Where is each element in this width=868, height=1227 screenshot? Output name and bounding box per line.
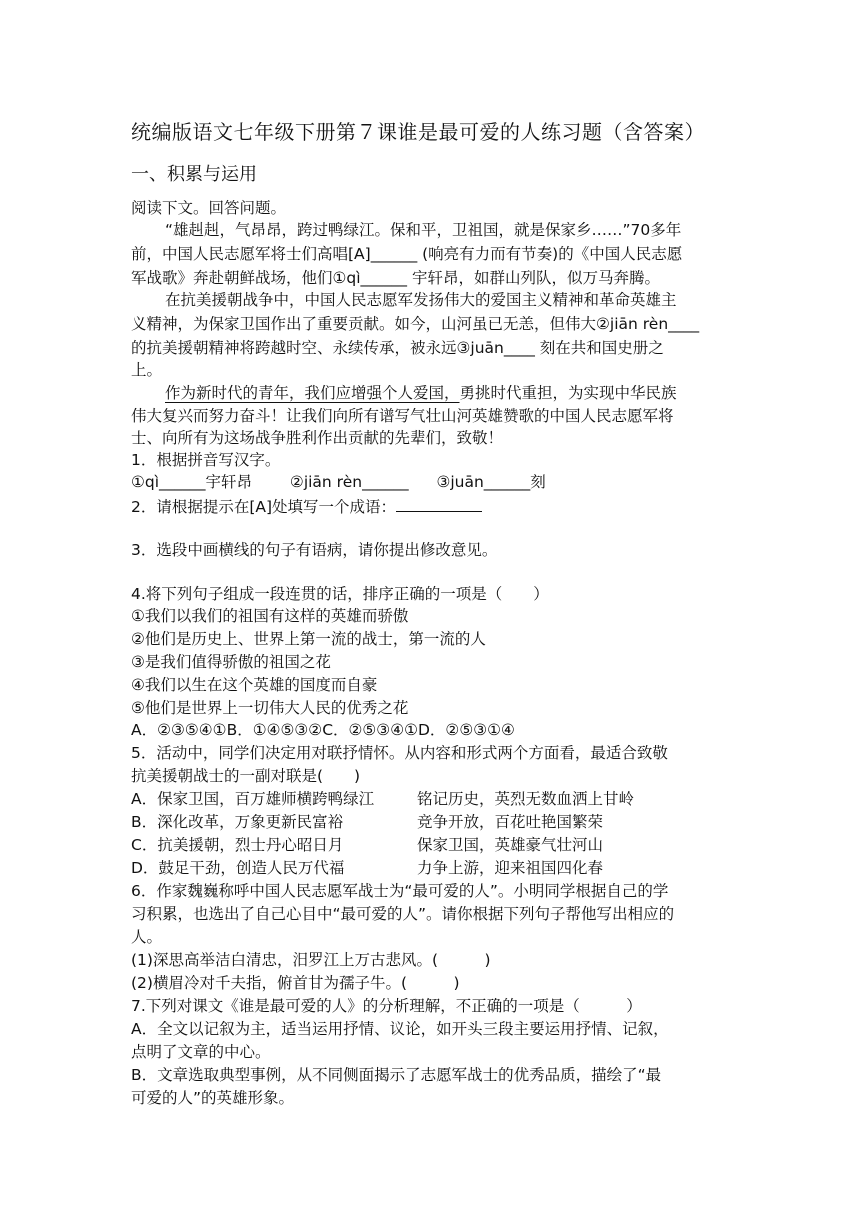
q5-option xyxy=(131,811,603,833)
underlined-sentence: 作为新时代的青年，我们应增强个人爱国， xyxy=(165,384,460,402)
question-2 xyxy=(131,495,482,518)
couplet-right: 力争上游，迎来祖国四化春 xyxy=(417,859,604,877)
q4-item: ①我们以我们的祖国有这样的英雄而骄傲 xyxy=(131,607,409,625)
question-6: 人。 xyxy=(131,928,163,946)
question-5: 抗美援朝战士的一副对联是( ) xyxy=(131,767,361,785)
q7-option: 可爱的人”的英雄形象。 xyxy=(131,1089,295,1107)
answer-blank xyxy=(396,495,482,512)
q6-item: (1)深思高举洁白清忠，汨罗江上万古悲风。( ) xyxy=(131,951,491,969)
passage-line: 的抗美援朝精神将跨越时空、永续传承，被永远③juān____ 刻在共和国史册之 xyxy=(131,339,664,357)
q1-item: ①qì______宇轩昂 xyxy=(131,473,253,491)
passage-line: “雄赳赳，气昂昂，跨过鸭绿江。保和平，卫祖国，就是保家乡……”70多年 xyxy=(165,221,682,239)
passage-line xyxy=(165,382,677,404)
q4-item: ④我们以生在这个英雄的国度而自豪 xyxy=(131,676,378,694)
q5-option xyxy=(131,834,603,856)
q4-options: A．②③⑤④①B．①④⑤③②C．②⑤③④①D．②⑤③①④ xyxy=(131,721,515,739)
couplet-right: 竞争开放，百花吐艳国繁荣 xyxy=(417,813,604,831)
q5-option xyxy=(131,857,603,879)
passage-text: 勇挑时代重担，为实现中华民族 xyxy=(459,384,677,402)
question-6: 6．作家魏巍称呼中国人民志愿军战士为“最可爱的人”。小明同学根据自己的学 xyxy=(131,882,669,900)
question-4: 4.将下列句子组成一段连贯的话，排序正确的一项是（ ） xyxy=(131,585,549,603)
couplet-right: 保家卫国，英雄豪气壮河山 xyxy=(417,836,604,854)
question-1: 1．根据拼音写汉字。 xyxy=(131,451,281,469)
question-7: 7.下列对课文《谁是最可爱的人》的分析理解，不正确的一项是（ ） xyxy=(131,997,642,1015)
q1-item: ②jiān rèn______ xyxy=(289,473,409,491)
q5-option xyxy=(131,788,634,810)
section-heading: 一、积累与运用 xyxy=(131,164,257,185)
question-2-text: 2．请根据提示在[A]处填写一个成语： xyxy=(131,498,397,516)
passage-line: 在抗美援朝战争中，中国人民志愿军发扬伟大的爱国主义精神和革命英雄主 xyxy=(165,291,677,309)
question-6: 习积累，也选出了自己心目中“最可爱的人”。请你根据下列句子帮他写出相应的 xyxy=(131,905,675,923)
q7-option: 点明了文章的中心。 xyxy=(131,1043,271,1061)
passage-line: 前，中国人民志愿军将士们高唱[A]______ (响亮有力而有节奏)的《中国人民志愿 xyxy=(131,245,683,263)
passage-line: 伟大复兴而努力奋斗！让我们向所有谱写气壮山河英雄赞歌的中国人民志愿军将 xyxy=(131,407,674,425)
passage-line: 士、向所有为这场战争胜利作出贡献的先辈们，致敬！ xyxy=(131,429,504,447)
passage-line: 义精神，为保家卫国作出了重要贡献。如今，山河虽已无恙，但伟大②jiān rèn____ xyxy=(131,315,700,333)
couplet-left: C．抗美援朝，烈士丹心昭日月 xyxy=(131,836,344,854)
couplet-left: A．保家卫国，百万雄师横跨鸭绿江 xyxy=(131,790,375,808)
q7-option: B．文章选取典型事例，从不同侧面揭示了志愿军战士的优秀品质，描绘了“最 xyxy=(131,1066,662,1084)
passage-line: 军战歌》奔赴朝鲜战场，他们①qì______ 宇轩昂，如群山列队，似万马奔腾。 xyxy=(131,269,660,287)
question-5: 5．活动中，同学们决定用对联抒情怀。从内容和形式两个方面看，最适合致敬 xyxy=(131,744,668,762)
q4-item: ⑤他们是世界上一切伟大人民的优秀之花 xyxy=(131,699,409,717)
passage-line: 上。 xyxy=(131,361,163,379)
q4-item: ②他们是历史上、世界上第一流的战士，第一流的人 xyxy=(131,630,486,648)
q6-item: (2)横眉冷对千夫指，俯首甘为孺子牛。( ) xyxy=(131,974,460,992)
q4-item: ③是我们值得骄傲的祖国之花 xyxy=(131,653,331,671)
couplet-left: B．深化改革，万象更新民富裕 xyxy=(131,813,344,831)
couplet-left: D．鼓足干劲，创造人民万代福 xyxy=(131,859,345,877)
q7-option: A．全文以记叙为主，适当运用抒情、议论，如开头三段主要运用抒情、记叙， xyxy=(131,1020,669,1038)
couplet-right: 铭记历史，英烈无数血洒上甘岭 xyxy=(417,790,635,808)
page-title: 统编版语文七年级下册第７课谁是最可爱的人练习题（含答案） xyxy=(131,120,705,144)
q1-item: ③juān______刻 xyxy=(436,473,546,491)
question-3: 3．选段中画横线的句子有语病，请你提出修改意见。 xyxy=(131,541,498,559)
question-1-items xyxy=(131,471,546,493)
intro-text: 阅读下文。回答问题。 xyxy=(131,199,287,217)
